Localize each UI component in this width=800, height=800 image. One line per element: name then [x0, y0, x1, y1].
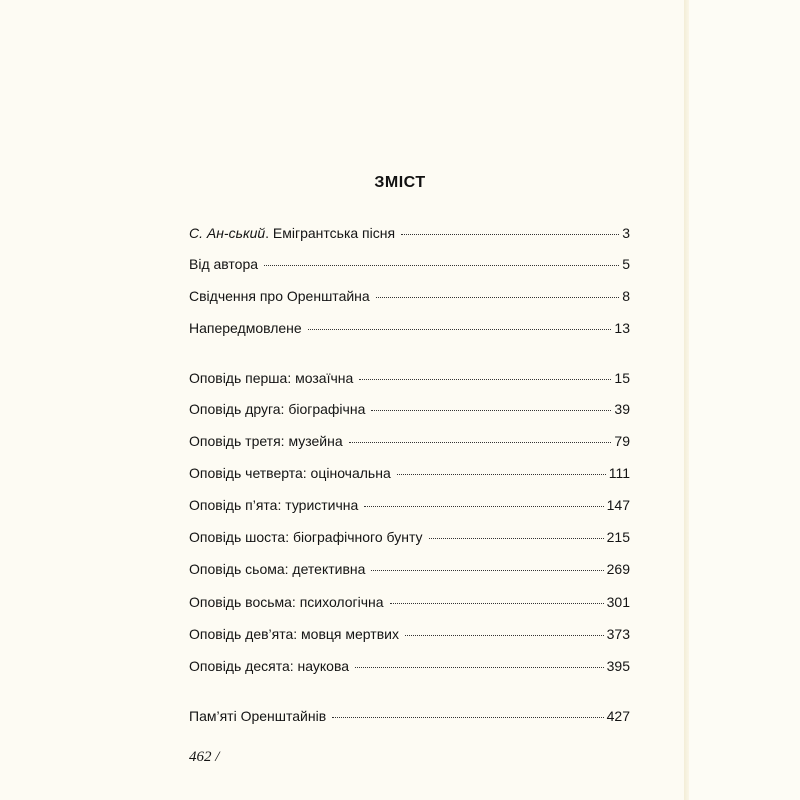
toc-entry	[189, 708, 630, 728]
toc-entry-title: Оповідь п’ята: туристична	[189, 497, 359, 513]
footer-page-number: 462 /	[189, 749, 220, 765]
toc-entry-title	[189, 225, 395, 241]
dot-leader	[397, 474, 606, 475]
toc-entry	[189, 594, 630, 614]
toc-entry	[189, 401, 630, 421]
toc-title: ЗМІСТ	[374, 174, 426, 191]
dot-leader	[371, 570, 603, 571]
toc-entry-page: 3	[622, 225, 630, 241]
toc-entry-page: 39	[614, 401, 630, 417]
toc-entry-page: 395	[606, 658, 630, 674]
toc-entry	[189, 497, 630, 517]
toc-entry-title: Пам’яті Оренштайнів	[189, 708, 327, 724]
toc-entry-page: 269	[606, 561, 630, 577]
toc-entry-title: Оповідь третя: музейна	[189, 433, 343, 449]
toc-entry-title: Свідчення про Оренштайна	[189, 288, 370, 304]
toc-entry	[189, 658, 630, 678]
dot-leader	[332, 717, 603, 718]
dot-leader	[308, 329, 612, 330]
toc-entry-page: 301	[606, 594, 630, 610]
toc-entry-page: 215	[606, 529, 630, 545]
toc-entry-page: 8	[622, 288, 630, 304]
dot-leader	[264, 265, 619, 266]
toc-entry	[189, 225, 630, 245]
toc-entry-title: Оповідь друга: біографічна	[189, 401, 366, 417]
dot-leader	[355, 667, 604, 668]
dot-leader	[429, 538, 604, 539]
dot-leader	[405, 635, 604, 636]
dot-leader	[401, 234, 619, 235]
toc-entry-title: Оповідь шоста: біографічного бунту	[189, 529, 423, 545]
toc-entry-title: Оповідь четверта: оціночальна	[189, 465, 391, 481]
toc-entry	[189, 433, 630, 453]
toc-entry-author: С. Ан-ський	[189, 225, 266, 241]
dot-leader	[349, 442, 612, 443]
toc-entry-page: 15	[614, 370, 630, 386]
dot-leader	[359, 379, 611, 380]
dot-leader	[371, 410, 611, 411]
toc-entry-page: 427	[606, 708, 630, 724]
toc-entry	[189, 256, 630, 276]
toc-entry-title: Від автора	[189, 256, 259, 272]
toc-entry	[189, 626, 630, 646]
toc-entry	[189, 370, 630, 390]
toc-entry-title: Напередмовлене	[189, 320, 302, 336]
toc-entry-title: Оповідь перша: мозаїчна	[189, 370, 354, 386]
toc-entry-page: 79	[614, 433, 630, 449]
toc-entry	[189, 320, 630, 340]
toc-entry-title: Оповідь десята: наукова	[189, 658, 350, 674]
dot-leader	[376, 297, 620, 298]
toc-entry-title-text: . Емігрантська пісня	[265, 225, 396, 241]
toc-entry-page: 373	[606, 626, 630, 642]
toc-entry	[189, 561, 630, 581]
toc-entry-page: 111	[608, 465, 630, 481]
dot-leader	[390, 603, 604, 604]
toc-entry-title: Оповідь сьома: детективна	[189, 561, 366, 577]
toc-entry	[189, 529, 630, 549]
toc-entry-title: Оповідь восьма: психологічна	[189, 594, 384, 610]
toc-entry-page: 5	[622, 256, 630, 272]
dot-leader	[364, 506, 603, 507]
toc-entry-page: 13	[614, 320, 630, 336]
toc-entry-title: Оповідь дев’ята: мовця мертвих	[189, 626, 399, 642]
toc-entry	[189, 465, 630, 485]
toc-entry-page: 147	[606, 497, 630, 513]
toc-entry	[189, 288, 630, 308]
